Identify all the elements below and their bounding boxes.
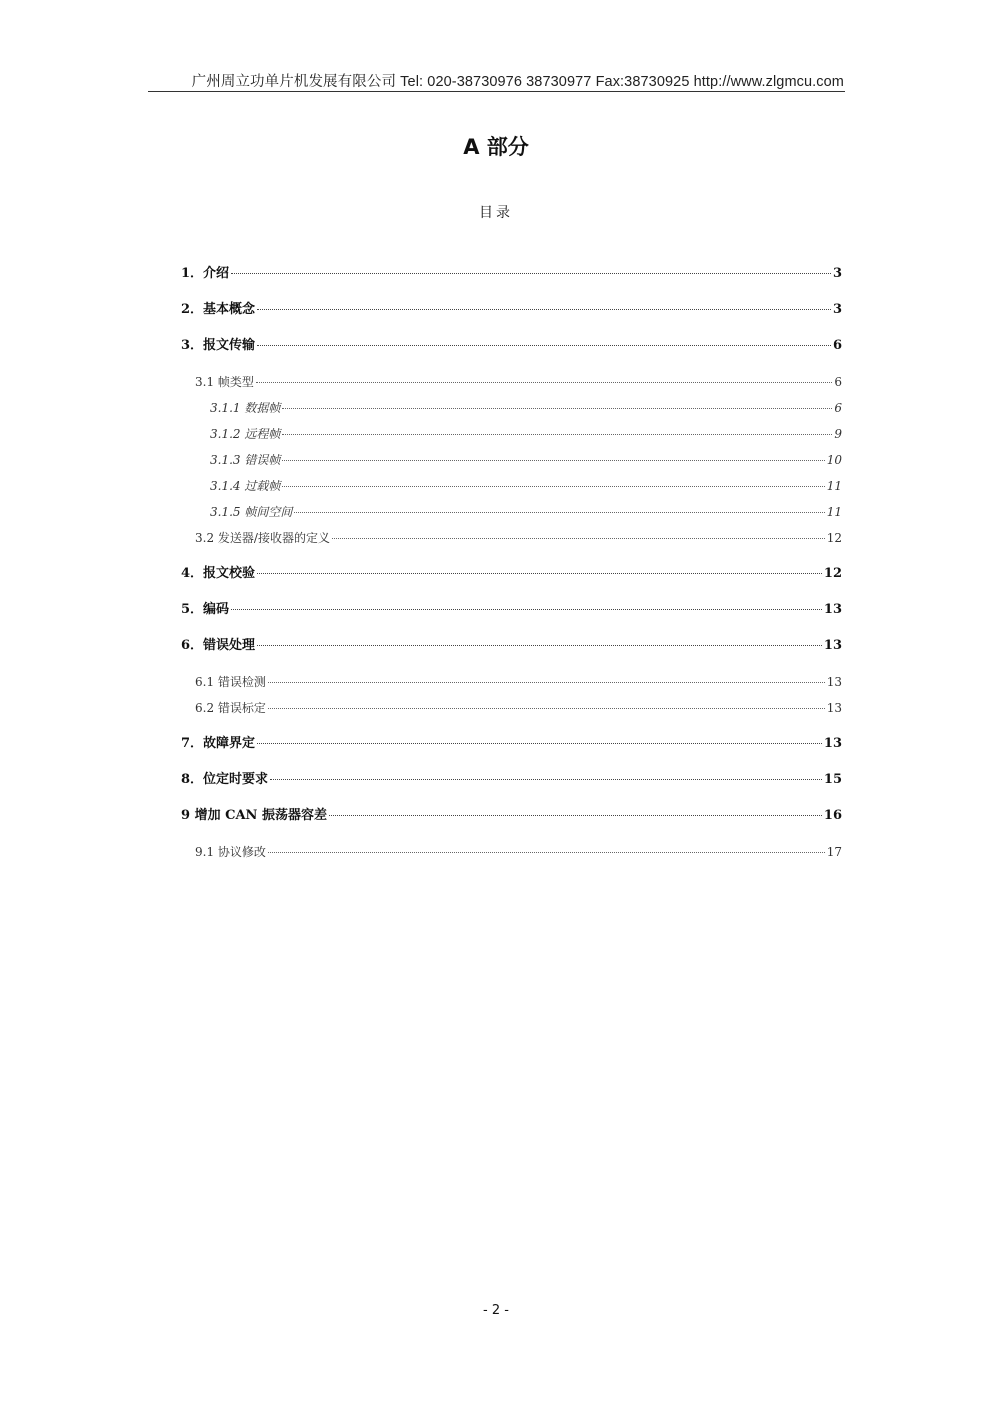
toc-entry-label: 4．报文校验 (181, 566, 256, 581)
toc-entry-page: 13 (826, 675, 842, 689)
toc-entry[interactable] (181, 602, 842, 618)
toc-leader (329, 815, 822, 816)
toc-entry-page: 13 (823, 638, 842, 653)
toc-leader (257, 645, 822, 646)
toc-entry-page: 3 (832, 266, 842, 281)
toc-leader (257, 743, 822, 744)
toc-entry-page: 11 (826, 479, 842, 493)
toc-entry-label: 3.1.4 过载帧 (210, 479, 281, 493)
toc-entry-page: 13 (823, 602, 842, 617)
toc-entry-label: 2．基本概念 (181, 302, 256, 317)
toc-entry-label: 3．报文传输 (181, 338, 256, 353)
toc-entry-label: 9 增加 CAN 振荡器容差 (181, 808, 327, 823)
toc-entry-label: 3.1 帧类型 (195, 375, 254, 389)
toc-entry-label: 8．位定时要求 (181, 772, 269, 787)
toc-entry-page: 13 (823, 736, 842, 751)
toc-leader (270, 779, 822, 780)
toc-entry-label: 6.2 错误标定 (195, 701, 266, 715)
toc-leader (268, 852, 825, 853)
toc-leader (268, 682, 825, 683)
toc-entry-label: 6．错误处理 (181, 638, 256, 653)
toc-entry-label: 5．编码 (181, 602, 230, 617)
toc-entry[interactable] (181, 808, 842, 824)
toc-entry-label: 1．介绍 (181, 266, 230, 281)
toc-entry-page: 3 (832, 302, 842, 317)
toc-entry-page: 13 (826, 701, 842, 715)
toc-entry-page: 15 (823, 772, 842, 787)
toc-entry[interactable] (210, 452, 842, 468)
toc-entry[interactable] (195, 674, 842, 690)
toc-entry[interactable] (195, 530, 842, 546)
toc-entry-label: 3.1.2 远程帧 (210, 427, 281, 441)
toc-entry[interactable] (181, 302, 842, 318)
toc-entry[interactable] (195, 844, 842, 860)
toc-leader (231, 609, 822, 610)
toc-entry[interactable] (210, 426, 842, 442)
toc-leader (282, 460, 824, 461)
toc-entry-label: 7．故障界定 (181, 736, 256, 751)
header-rule (148, 91, 845, 92)
toc-entry-page: 6 (834, 401, 842, 415)
toc-entry[interactable] (181, 338, 842, 354)
toc-leader (282, 486, 824, 487)
toc-entry-page: 10 (826, 453, 842, 467)
toc-leader (282, 434, 832, 435)
page-number: - 2 - (483, 1303, 509, 1318)
toc-leader (294, 512, 824, 513)
toc-entry-page: 6 (832, 338, 842, 353)
toc-entry[interactable] (181, 772, 842, 788)
toc-entry-page: 16 (823, 808, 842, 823)
toc-entry-page: 6 (834, 375, 842, 389)
toc-entry-page: 12 (823, 566, 842, 581)
toc-entry[interactable] (181, 566, 842, 582)
toc-leader (257, 345, 831, 346)
toc-heading: 目录 (479, 205, 513, 221)
toc-entry-label: 6.1 错误检测 (195, 675, 266, 689)
toc-leader (282, 408, 832, 409)
toc-leader (257, 573, 822, 574)
toc-entry-label: 3.1.5 帧间空间 (210, 505, 293, 519)
toc-entry-page: 9 (834, 427, 842, 441)
toc-entry[interactable] (210, 504, 842, 520)
part-title: A 部分 (463, 135, 529, 159)
toc-leader (332, 538, 825, 539)
toc-entry-page: 11 (826, 505, 842, 519)
toc-leader (256, 382, 832, 383)
toc-entry[interactable] (195, 374, 842, 390)
toc-entry[interactable] (210, 400, 842, 416)
toc-entry-page: 17 (826, 845, 842, 859)
toc-entry-label: 9.1 协议修改 (195, 845, 266, 859)
toc-leader (257, 309, 831, 310)
toc-entry[interactable] (195, 700, 842, 716)
toc-entry-label: 3.1.3 错误帧 (210, 453, 281, 467)
toc-leader (231, 273, 831, 274)
page-header: 广州周立功单片机发展有限公司 Tel: 020-38730976 38730977 Fax:38730925 http://www.zlgmcu.com (191, 74, 844, 90)
toc-entry[interactable] (181, 736, 842, 752)
toc-entry[interactable] (181, 638, 842, 654)
toc-entry-page: 12 (826, 531, 842, 545)
toc-leader (268, 708, 825, 709)
toc-entry-label: 3.2 发送器/接收器的定义 (195, 531, 330, 545)
toc-entry[interactable] (181, 266, 842, 282)
toc-entry[interactable] (210, 478, 842, 494)
toc-entry-label: 3.1.1 数据帧 (210, 401, 281, 415)
